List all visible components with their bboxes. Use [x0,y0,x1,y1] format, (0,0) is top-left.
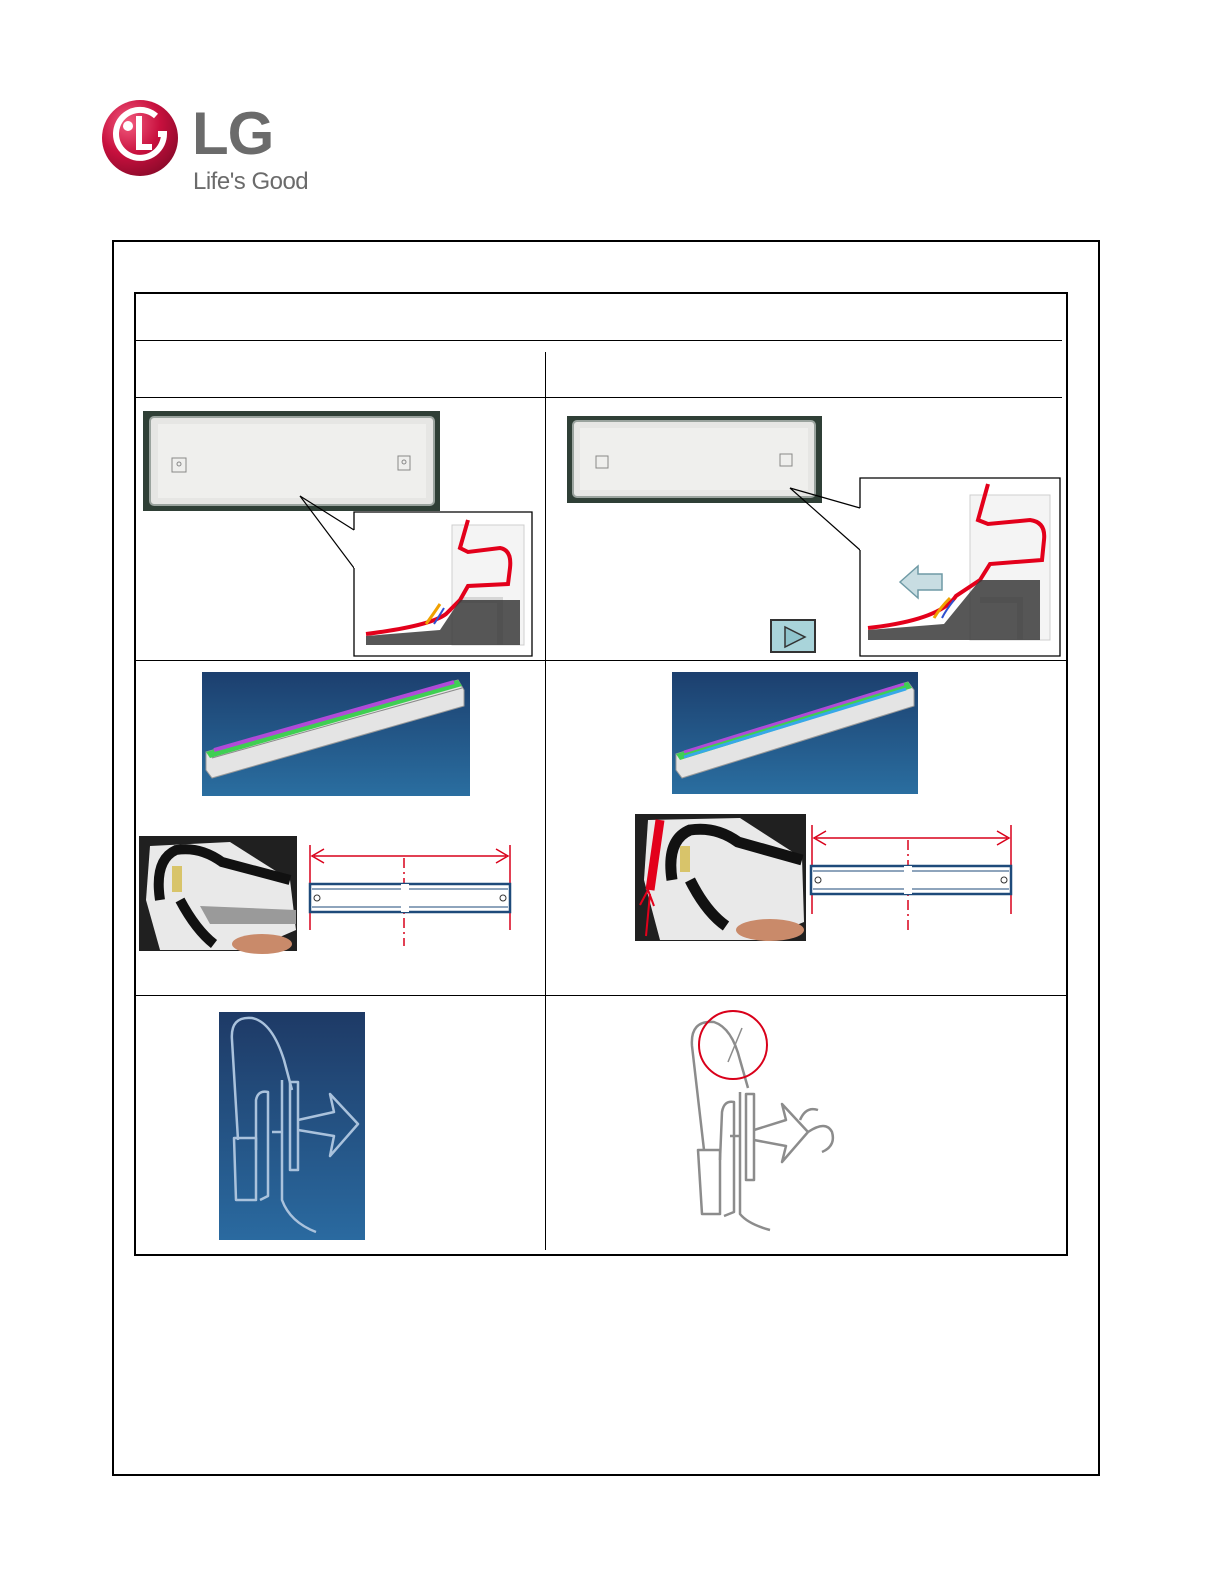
tagline: Life's Good [193,168,309,195]
highlight-circle [699,1011,767,1079]
brand-name: LG [192,100,274,167]
